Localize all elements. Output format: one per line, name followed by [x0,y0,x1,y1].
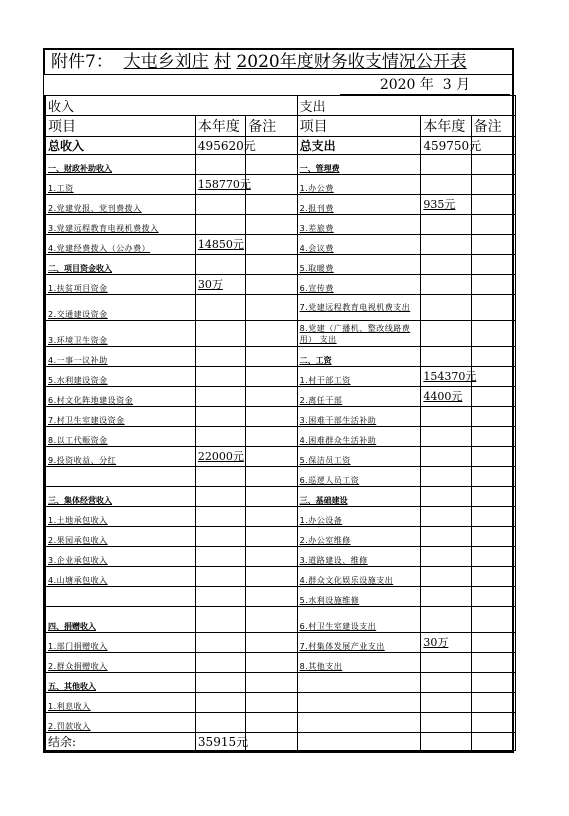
income-item [46,347,196,367]
expense-item [297,693,421,713]
income-amount [195,175,251,195]
expense-item [297,467,421,487]
expense-remark [471,275,515,295]
expense-item [297,487,421,507]
table-row [46,587,516,607]
income-item-text: 3.党建远程教育电视机费拨入 [48,224,159,233]
income-amount [195,653,245,673]
table-row [46,487,516,507]
income-amount-text: 22000元 [197,450,244,463]
income-amount [195,693,245,713]
income-item [46,407,196,427]
income-item-text: 6.村文化阵地建设资金 [48,396,134,405]
income-item-text: 五、其他收入 [48,682,96,691]
income-remark [246,321,297,347]
table-row [46,275,516,295]
income-remark [246,507,297,527]
table-row [46,507,516,527]
expense-item [297,295,421,321]
income-item [46,255,196,275]
expense-amount [421,567,471,587]
income-item [46,607,196,633]
income-remark [246,387,297,407]
income-item [46,653,196,673]
expense-amount [421,507,471,527]
balance-label: 结余: [46,733,196,751]
balance-remark [246,733,297,751]
income-amount [195,255,245,275]
expense-item-text: 2.报刊费 [299,204,334,213]
income-amount [195,567,245,587]
income-item [46,367,196,387]
table-row [46,235,516,255]
expense-item [297,567,421,587]
income-item [46,587,196,607]
income-item-text: 5.水利建设资金 [48,376,108,385]
income-item [46,275,196,295]
balance-blank [421,733,471,751]
table-frame [43,95,514,753]
income-amount-text: 158770元 [197,178,251,191]
total-income-label: 总收入 [46,137,196,155]
income-item [46,215,196,235]
expense-item-text: 5.保洁员工资 [299,456,351,465]
expense-item-text: 1.办公费 [299,184,334,193]
table-row [46,527,516,547]
income-item [46,693,196,713]
expense-amount-header: 本年度 [421,116,471,137]
expense-remark [471,347,515,367]
table-row [46,653,516,673]
table-row [46,255,516,275]
income-item-text: 4.山塘承包收入 [48,576,108,585]
expense-amount [421,653,471,673]
income-item-text: 4.一事一议补助 [48,356,108,365]
expense-item [297,407,421,427]
income-item-text: 2.罚款收入 [48,722,91,731]
income-item-text: 1.土地承包收入 [48,516,108,525]
expense-amount [421,321,471,347]
expense-amount-text: 154370元 [423,370,477,383]
income-item-text: 8.以工代赈资金 [48,436,108,445]
income-item [46,195,196,215]
expense-item-header: 项目 [297,116,421,137]
expense-amount [421,527,471,547]
expense-remark [471,295,515,321]
expense-amount [421,255,471,275]
expense-amount [421,713,471,733]
balance-row [46,733,516,751]
table-row [46,321,516,347]
income-amount [195,713,245,733]
expense-amount [421,195,471,215]
expense-remark [471,633,515,653]
income-remark [246,255,297,275]
table-row [46,347,516,367]
expense-item-text: 4.会议费 [299,244,334,253]
expense-remark [471,713,515,733]
expense-item-text: 3.道路建设、维修 [299,556,368,565]
income-amount [195,427,245,447]
table-row [46,713,516,733]
income-remark-header: 备注 [246,116,297,137]
expense-remark [471,155,515,175]
finance-table [45,95,516,751]
expense-remark [471,547,515,567]
income-item [46,673,196,693]
table-row [46,693,516,713]
income-amount [195,367,245,387]
expense-remark [471,447,515,467]
table-row [46,295,516,321]
income-amount [195,673,245,693]
expense-amount [421,633,471,653]
expense-remark [471,693,515,713]
expense-remark [471,215,515,235]
expense-item-text: 4.群众文化娱乐设施支出 [299,576,394,585]
income-item-text: 2.交通建设资金 [48,310,108,319]
expense-item-text: 1.村干部工资 [299,376,351,385]
sheet-title [43,48,514,75]
finance-disclosure-sheet [43,48,514,753]
expense-amount-text: 4400元 [423,390,463,403]
expense-amount [421,235,471,255]
expense-item-text: 三、基础建设 [299,496,348,505]
income-remark [246,547,297,567]
expense-amount [421,427,471,447]
expense-item [297,447,421,467]
income-item-text: 3.环境卫生资金 [48,336,108,345]
income-remark [246,467,297,487]
income-amount [195,215,245,235]
income-amount [195,275,245,295]
expense-remark [471,467,515,487]
table-row [46,195,516,215]
table-row [46,467,516,487]
expense-remark [471,673,515,693]
expense-amount [421,295,471,321]
table-row [46,367,516,387]
expense-amount [421,155,471,175]
expense-item-text: 二、工资 [299,356,332,365]
expense-amount [421,487,471,507]
expense-item-text: 3.困难干部生活补助 [299,416,377,425]
income-amount [195,507,245,527]
total-expense-value: 459750元 [421,137,471,155]
balance-value: 35915元 [195,733,245,751]
expense-item [297,367,421,387]
title-town: 大屯乡刘庄 [123,52,209,72]
expense-item-text: 一、管理费 [299,164,340,173]
income-item-text: 1.部门捐赠收入 [48,642,108,651]
expense-item [297,155,421,175]
expense-remark [471,527,515,547]
income-item-text: 1.利息收入 [48,702,91,711]
expense-section-header: 支出 [297,96,515,116]
income-item [46,321,196,347]
income-amount [195,387,245,407]
income-item [46,447,196,467]
balance-blank [471,733,515,751]
expense-amount [421,693,471,713]
income-remark [246,673,297,693]
income-remark [246,567,297,587]
expense-remark [471,175,515,195]
income-item [46,467,196,487]
expense-amount [421,215,471,235]
expense-item [297,527,421,547]
expense-item [297,653,421,673]
expense-item [297,427,421,447]
title-text: 2020年度财务收支情况公开表 [236,52,467,72]
income-remark [246,347,297,367]
table-row [46,447,516,467]
balance-blank [297,733,421,751]
income-amount [195,467,245,487]
expense-item-text: 7.村集体发展产业支出 [299,642,385,651]
expense-item [297,255,421,275]
expense-amount [421,407,471,427]
table-row [46,567,516,587]
column-header-row [46,116,516,137]
expense-amount [421,673,471,693]
expense-item-text: 8.党建（广播机、整改线路费用） 支出 [299,323,411,344]
expense-remark [471,427,515,447]
table-row [46,427,516,447]
income-amount [195,195,245,215]
income-item-text: 4.党建经费拨入（公办费） [48,244,151,253]
expense-amount-text: 935元 [423,198,456,211]
table-row [46,673,516,693]
expense-remark [471,507,515,527]
expense-amount [421,447,471,467]
expense-item [297,195,421,215]
income-remark [246,407,297,427]
expense-item [297,587,421,607]
expense-remark-header: 备注 [471,116,515,137]
table-row [46,155,516,175]
income-amount [195,155,245,175]
income-amount [195,587,245,607]
income-remark [246,155,297,175]
income-item-text: 四、捐赠收入 [48,622,96,631]
income-remark [246,527,297,547]
expense-item [297,507,421,527]
table-row [46,175,516,195]
expense-item-text: 6.巡逻人员工资 [299,476,360,485]
expense-amount [421,387,471,407]
income-amount [195,321,245,347]
expense-amount [421,275,471,295]
income-item [46,527,196,547]
income-amount [195,235,245,255]
expense-remark [471,587,515,607]
income-item-text: 2.党建党报、党刊费拨入 [48,204,142,213]
income-item [46,507,196,527]
table-row [46,215,516,235]
income-remark [246,447,297,467]
title-prefix: 附件7： [51,52,113,72]
expense-item [297,673,421,693]
income-item-text: 3.企业承包收入 [48,556,108,565]
income-item [46,295,196,321]
income-remark [246,713,297,733]
expense-remark [471,387,515,407]
total-expense-label: 总支出 [297,137,421,155]
expense-item [297,547,421,567]
expense-amount [421,347,471,367]
income-remark [246,633,297,653]
expense-item-text: 2.办公室维修 [299,536,351,545]
income-amount [195,487,245,507]
totals-row [46,137,516,155]
income-item-text: 三、集体经营收入 [48,496,112,505]
income-amount-header: 本年度 [195,116,245,137]
table-row [46,387,516,407]
expense-remark [471,235,515,255]
expense-item-text: 8.其他支出 [299,662,343,671]
income-amount-text: 14850元 [197,238,244,251]
date-line [43,75,514,95]
income-amount [195,347,245,367]
expense-remark [471,367,515,387]
income-amount [195,607,245,633]
expense-remark [471,607,515,633]
expense-amount [421,587,471,607]
section-header-row [46,96,516,116]
income-item-text: 1.扶贫项目资金 [48,284,108,293]
table-row [46,633,516,653]
income-item-text: 7.村卫生室建设资金 [48,416,125,425]
income-remark [246,175,297,195]
expense-remark [471,487,515,507]
expense-amount [421,467,471,487]
income-item [46,633,196,653]
expense-remark [471,567,515,587]
table-row [46,407,516,427]
income-remark [246,693,297,713]
table-row [46,547,516,567]
expense-item [297,175,421,195]
income-item [46,235,196,255]
income-amount [195,633,245,653]
income-remark [246,235,297,255]
income-amount-text: 30万 [197,278,223,291]
expense-item [297,275,421,295]
expense-amount [421,547,471,567]
income-item [46,387,196,407]
income-item [46,713,196,733]
income-item [46,567,196,587]
title-village-suffix: 村 [214,52,232,72]
expense-item [297,235,421,255]
expense-remark [471,321,515,347]
expense-item-text: 1.办公设备 [299,516,343,525]
table-row [46,607,516,633]
income-item [46,487,196,507]
income-remark [246,427,297,447]
expense-item-text: 7.党建远程教育电视机费支出 [299,303,411,312]
income-item-text: 1.工资 [48,184,74,193]
income-amount [195,527,245,547]
expense-amount [421,367,477,387]
income-amount [195,447,245,467]
income-item-text: 二、项目资金收入 [48,264,112,273]
expense-item [297,607,421,633]
income-remark [246,275,297,295]
income-item [46,427,196,447]
expense-item [297,321,421,347]
expense-remark [471,653,515,673]
income-amount [195,547,245,567]
income-remark [246,215,297,235]
income-item [46,155,196,175]
expense-item [297,633,421,653]
income-remark [246,653,297,673]
income-item-text: 2.群众捐赠收入 [48,662,108,671]
income-item [46,547,196,567]
report-date: 2020 年 3 月 [340,75,510,95]
expense-amount-text: 30万 [423,636,449,649]
expense-remark [471,195,515,215]
expense-item-text: 2.离任干部 [299,396,343,405]
expense-remark [471,255,515,275]
expense-item-text: 5.取暖费 [299,264,334,273]
expense-item [297,387,421,407]
expense-item [297,347,421,367]
income-item [46,175,196,195]
expense-amount [421,175,471,195]
expense-item-text: 5.水利设施维修 [299,596,360,605]
expense-item [297,713,421,733]
income-item-text: 9.投资收益、分红 [48,456,117,465]
income-remark [246,367,297,387]
expense-remark [471,407,515,427]
expense-amount [421,607,471,633]
income-amount [195,407,245,427]
expense-item-text: 4.困难群众生活补助 [299,436,377,445]
income-remark [246,607,297,633]
income-remark [246,587,297,607]
income-section-header: 收入 [46,96,298,116]
income-remark [246,195,297,215]
income-item-text: 一、财政补助收入 [48,164,112,173]
income-item-text: 2.果园承包收入 [48,536,108,545]
expense-item-text: 6.宣传费 [299,284,334,293]
income-remark [246,295,297,321]
expense-item [297,215,421,235]
income-amount [195,295,245,321]
total-income-value: 495620元 [195,137,245,155]
expense-item-text: 3.差旅费 [299,224,334,233]
income-remark [246,487,297,507]
income-item-header: 项目 [46,116,196,137]
expense-item-text: 6.村卫生室建设支出 [299,622,377,631]
